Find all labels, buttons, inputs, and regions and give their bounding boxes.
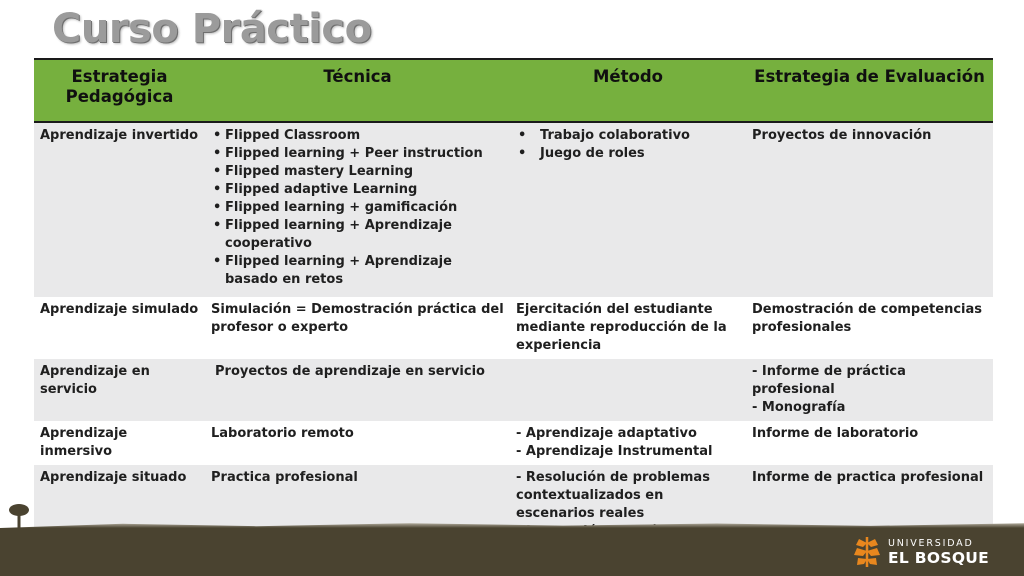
header-estrategia-pedagogica: Estrategia Pedagógica bbox=[34, 59, 205, 122]
evaluation-label: Informe de laboratorio bbox=[752, 426, 919, 441]
logo-line-2: EL BOSQUE bbox=[888, 549, 990, 567]
cell-technique bbox=[205, 122, 510, 297]
cell-technique bbox=[205, 421, 510, 465]
header-metodo: Método bbox=[510, 59, 746, 122]
evaluation-label: Demostración de competencias profesionales bbox=[752, 302, 983, 335]
table-row bbox=[34, 421, 993, 465]
page-title: Curso Práctico bbox=[52, 6, 372, 52]
header-estrategia-evaluacion: Estrategia de Evaluación bbox=[746, 59, 993, 122]
el-bosque-emblem-icon bbox=[852, 535, 882, 569]
cell-strategy bbox=[34, 297, 205, 359]
cell-method bbox=[510, 297, 746, 359]
method-label: Ejercitación del estudiante mediante reproducción de la experiencia bbox=[516, 302, 727, 353]
evaluation-label: Proyectos de innovación bbox=[752, 128, 932, 143]
list-item: • Flipped adaptive Learning bbox=[225, 181, 504, 199]
technique-label: Proyectos de aprendizaje en servicio bbox=[215, 364, 485, 379]
list-item: • Trabajo colaborativo bbox=[540, 127, 740, 145]
university-logo bbox=[888, 538, 989, 567]
strategy-label: Aprendizaje invertido bbox=[40, 128, 199, 143]
list-item: • Flipped learning + Aprendizaje cooperativo bbox=[225, 217, 465, 253]
list-item: • Flipped mastery Learning bbox=[225, 163, 504, 181]
cell-method bbox=[510, 359, 746, 421]
cell-strategy bbox=[34, 421, 205, 465]
strategy-table-container bbox=[34, 58, 993, 545]
table-header-row bbox=[34, 59, 993, 122]
table-row bbox=[34, 122, 993, 297]
technique-label: Simulación = Demostración práctica del profesor o experto bbox=[211, 302, 504, 335]
strategy-table bbox=[34, 58, 993, 543]
list-item: • Flipped learning + Aprendizaje basado en retos bbox=[225, 253, 465, 289]
cell-evaluation bbox=[746, 122, 993, 297]
cell-technique bbox=[205, 359, 510, 421]
cell-technique bbox=[205, 297, 510, 359]
header-tecnica: Técnica bbox=[205, 59, 510, 122]
list-item: • Flipped learning + Peer instruction bbox=[225, 145, 504, 163]
strategy-label: Aprendizaje situado bbox=[40, 470, 187, 485]
evaluation-line: - Monografía bbox=[752, 400, 846, 415]
cell-method bbox=[510, 421, 746, 465]
table-row bbox=[34, 297, 993, 359]
evaluation-label: Informe de practica profesional bbox=[752, 470, 984, 485]
table-row bbox=[34, 359, 993, 421]
cell-method bbox=[510, 122, 746, 297]
method-line: - Aprendizaje adaptativo bbox=[516, 426, 697, 441]
method-line: - Aprendizaje Instrumental bbox=[516, 444, 713, 459]
cell-strategy bbox=[34, 359, 205, 421]
technique-list bbox=[211, 127, 504, 289]
tree-icon bbox=[8, 500, 30, 528]
technique-label: Laboratorio remoto bbox=[211, 426, 354, 441]
technique-label: Practica profesional bbox=[211, 470, 358, 485]
cell-evaluation bbox=[746, 421, 993, 465]
cell-strategy bbox=[34, 122, 205, 297]
list-item: • Flipped Classroom bbox=[225, 127, 504, 145]
cell-evaluation bbox=[746, 359, 993, 421]
method-list bbox=[516, 127, 740, 163]
strategy-label: Aprendizaje en servicio bbox=[40, 364, 150, 397]
strategy-label: Aprendizaje inmersivo bbox=[40, 426, 128, 459]
list-item: • Juego de roles bbox=[540, 145, 740, 163]
strategy-label: Aprendizaje simulado bbox=[40, 302, 199, 317]
method-line: - Resolución de problemas contextualizados en escenarios reales bbox=[516, 470, 710, 521]
cell-evaluation bbox=[746, 297, 993, 359]
evaluation-line: - Informe de práctica profesional bbox=[752, 364, 906, 397]
logo-line-1: UNIVERSIDAD bbox=[888, 538, 974, 549]
list-item: • Flipped learning + gamificación bbox=[225, 199, 504, 217]
